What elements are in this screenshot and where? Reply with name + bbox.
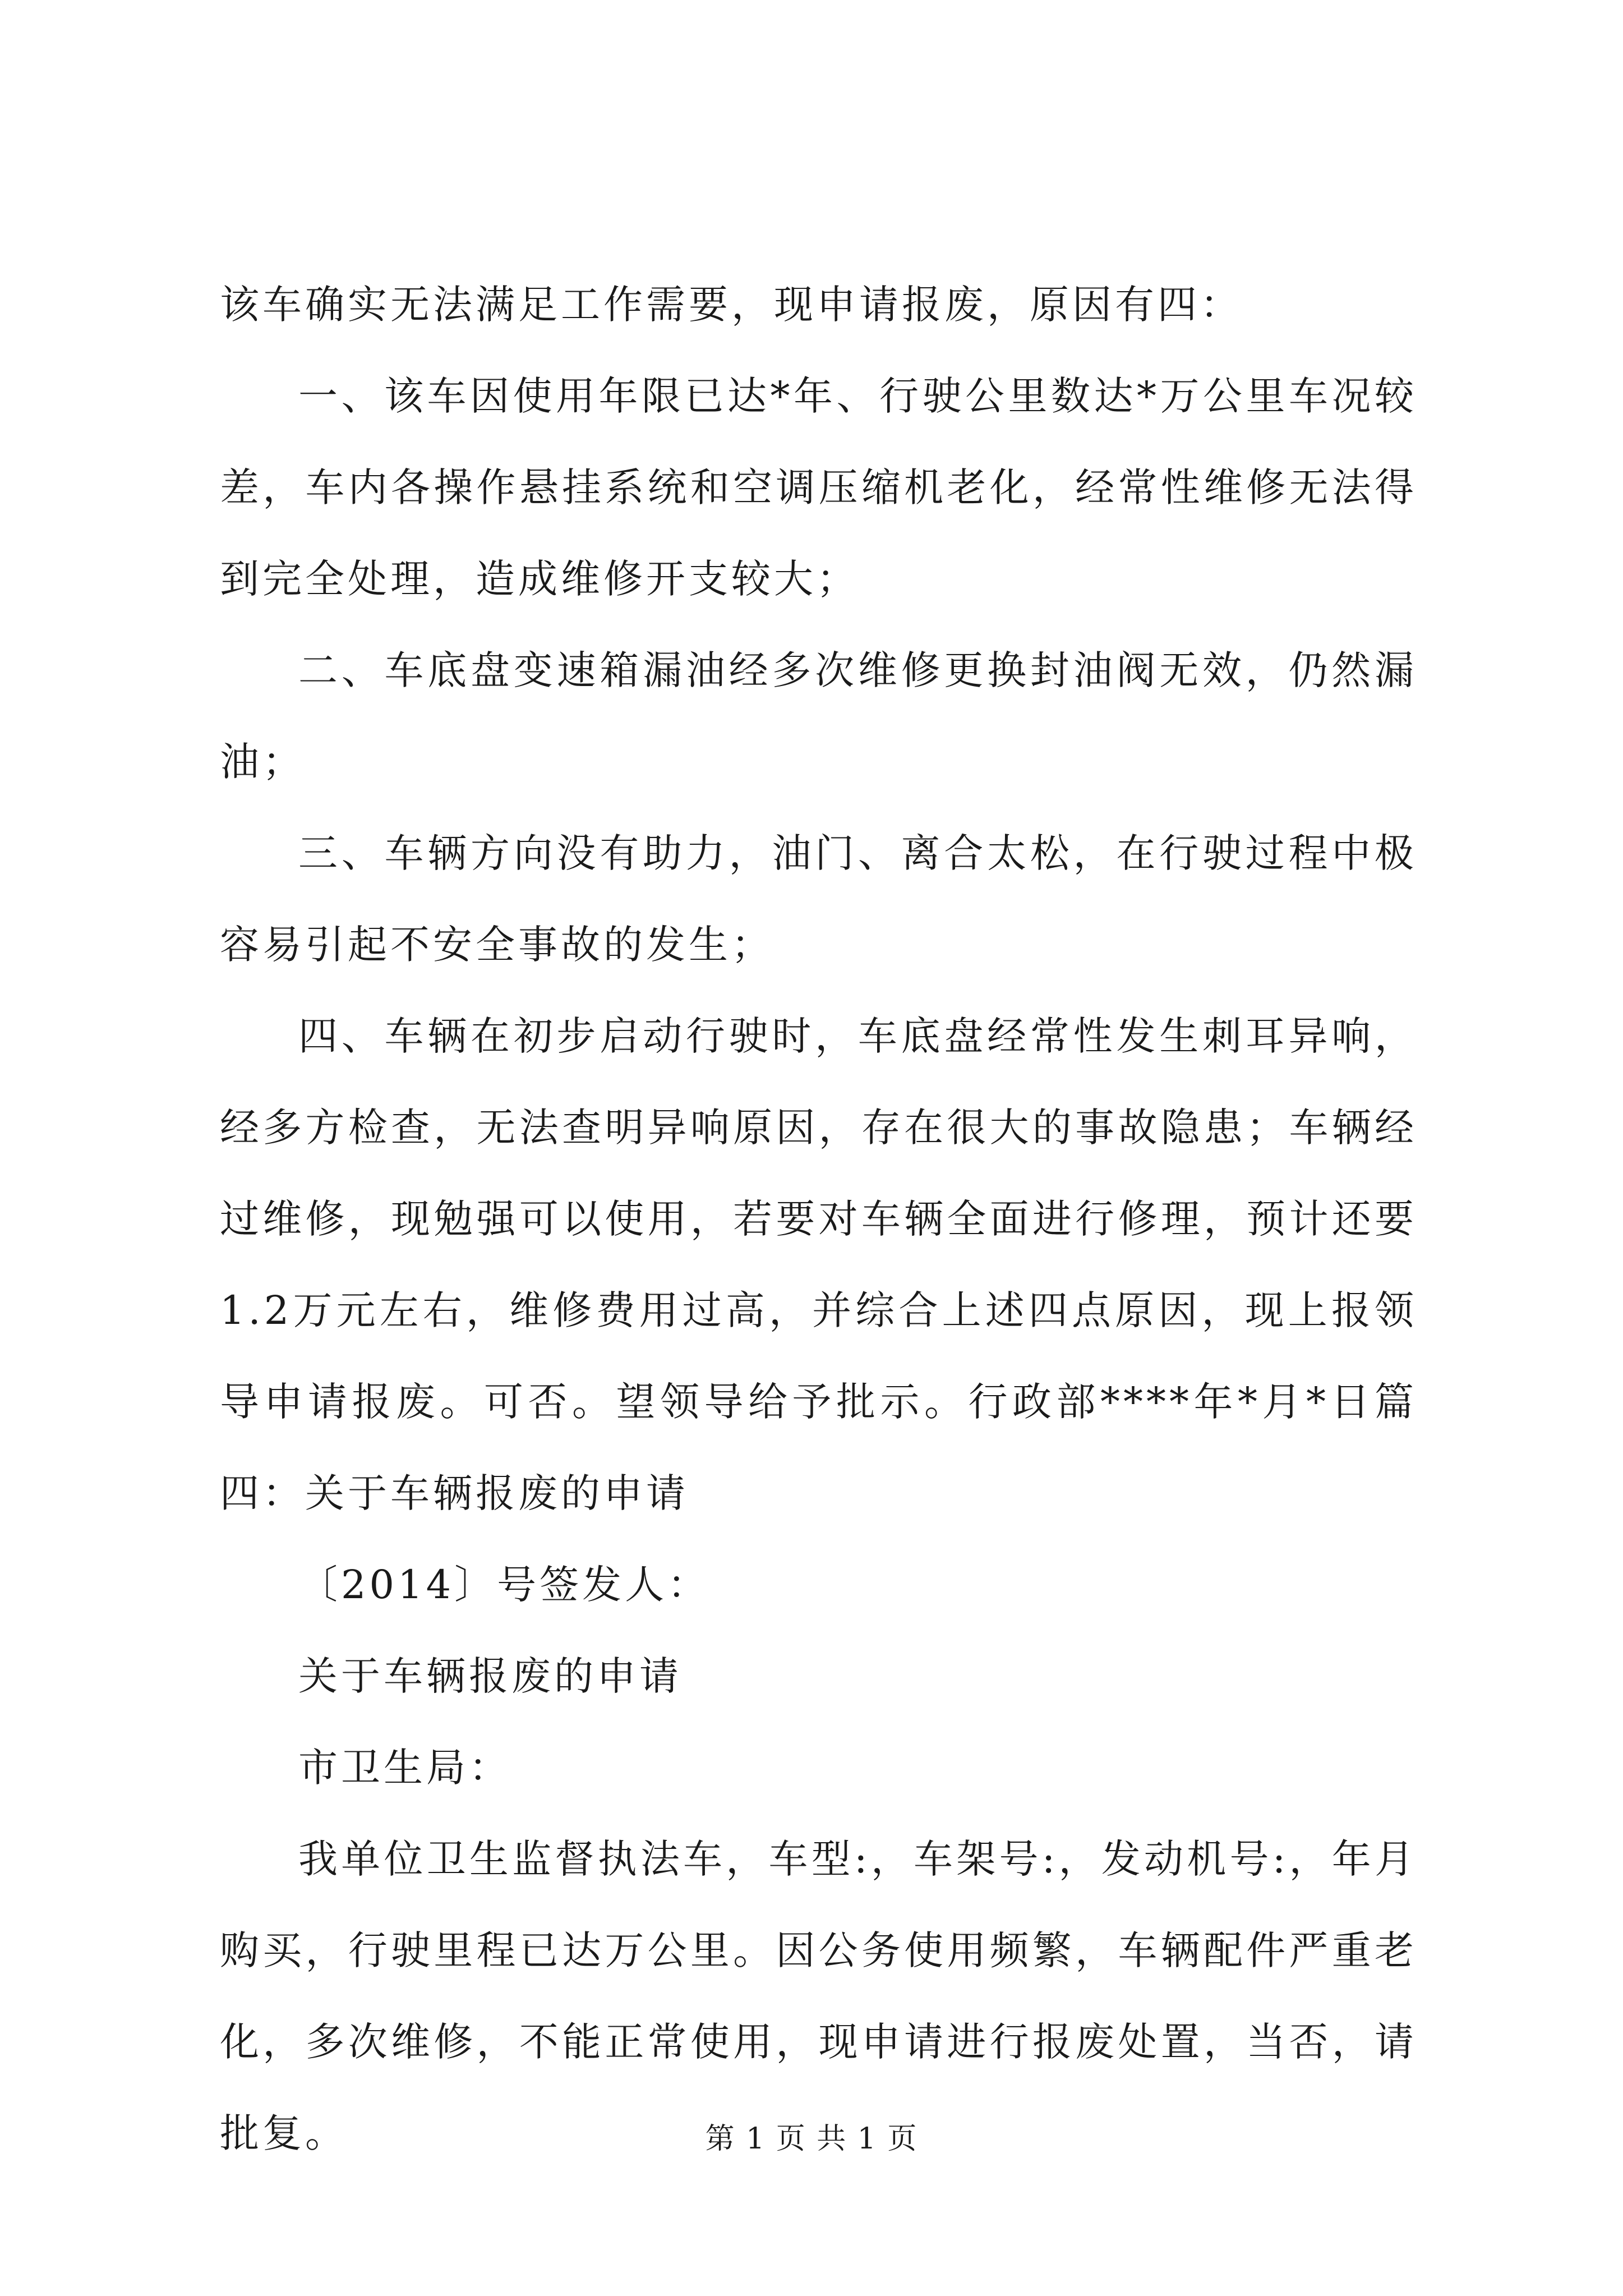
page-footer: 第 1 页 共 1 页 — [705, 2122, 918, 2156]
document-title: 关于车辆报废的申请 — [298, 1653, 682, 1699]
addressee: 市卫生局： — [298, 1745, 511, 1791]
document-number-signer: 〔2014〕号签发人： — [298, 1562, 711, 1608]
paragraph-reason-3: 三、车辆方向没有助力，油门、离合太松，在行驶过程中极容易引起不安全事故的发生； — [220, 830, 1417, 968]
paragraph-reason-4: 四、车辆在初步启动行驶时，车底盘经常性发生刺耳异响，经多方检查，无法查明异响原因，存在很大的事故隐患；车辆经过维修，现勉强可以使用，若要对车辆全面进行修理，预计还要1.2万元左右，维修费用过高，并综合上述四点原因，现上报领导申请报废。可否。望领导给予批示。行政部****年*月*日篇四：关于车辆报废的申请 — [220, 1013, 1417, 1516]
paragraph-reason-1: 一、该车因使用年限已达*年、行驶公里数达*万公里车况较差，车内各操作悬挂系统和空调压缩机老化，经常性维修无法得到完全处理，造成维修开支较大； — [220, 373, 1417, 602]
paragraph-intro: 该车确实无法满足工作需要，现申请报废，原因有四： — [220, 282, 1243, 328]
document-body — [220, 259, 1417, 2179]
paragraph-request: 我单位卫生监督执法车，车型:，车架号:，发动机号:，年月购买，行驶里程已达万公里。因公务使用频繁，车辆配件严重老化，多次维修，不能正常使用，现申请进行报废处置，当否，请批复。 — [220, 1836, 1417, 2156]
paragraph-reason-2: 二、车底盘变速箱漏油经多次维修更换封油阀无效，仍然漏油； — [220, 647, 1417, 785]
